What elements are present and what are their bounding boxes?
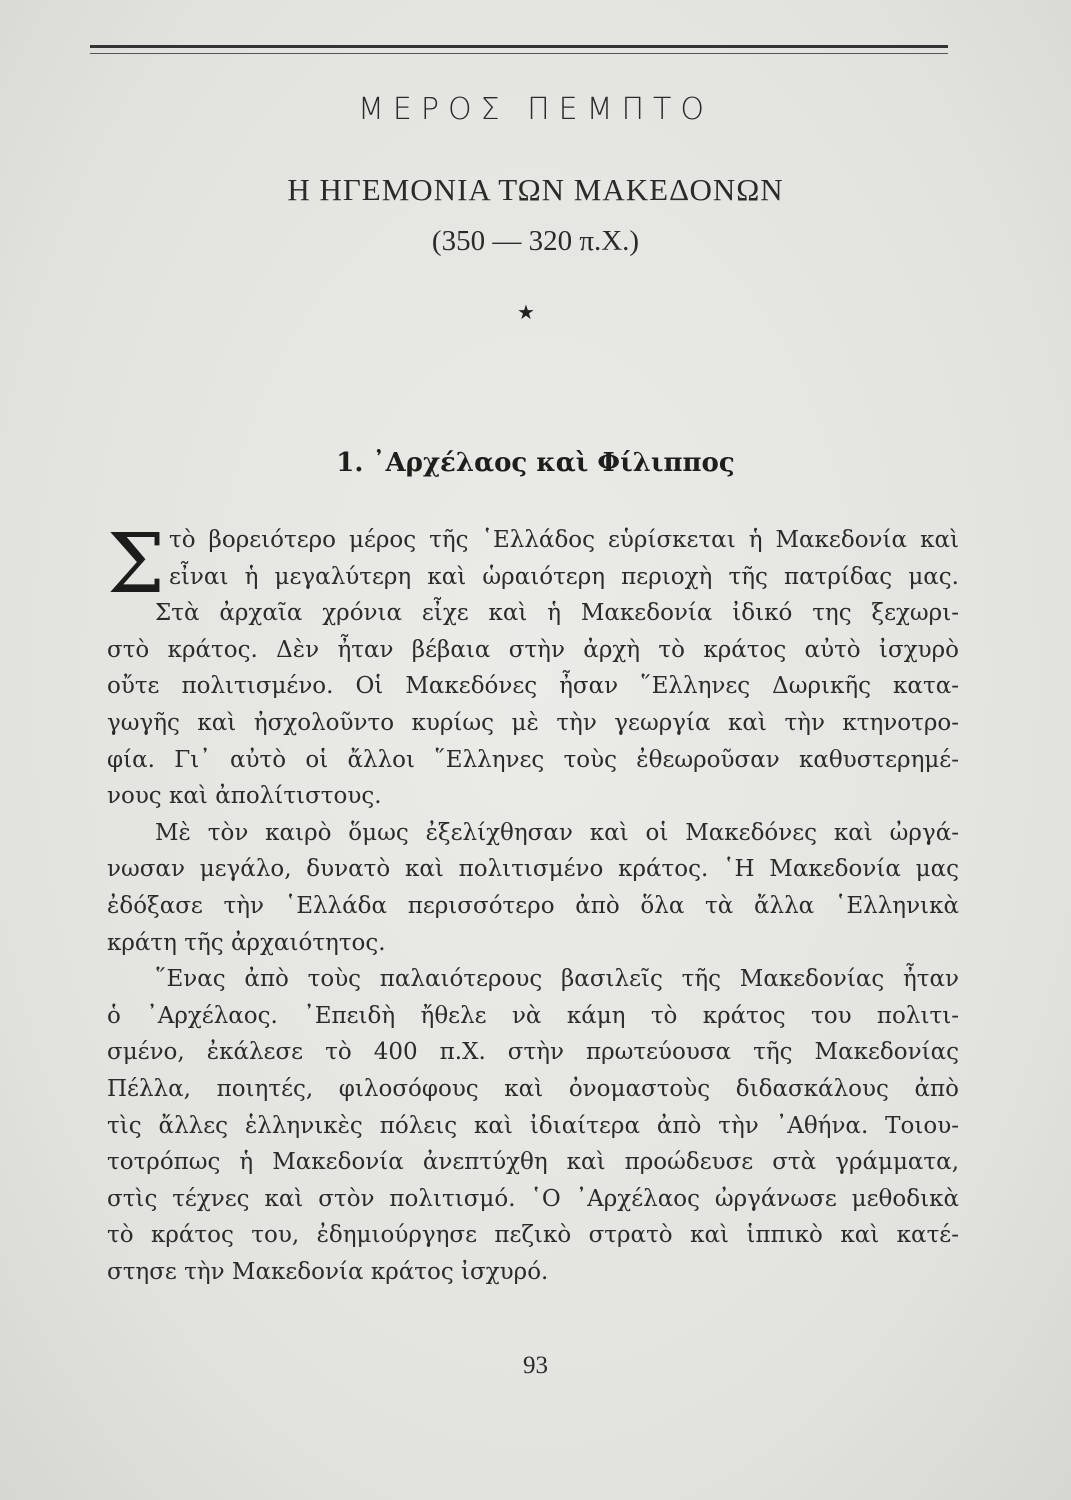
text-line: Πέλλα, ποιητές, φιλοσόφους καὶ ὀνομαστοὺς διδασκάλους ἀπὸ	[107, 1075, 959, 1102]
top-rule-thin	[90, 53, 948, 54]
text-line: τὸ βορειότερο μέρος τῆς ῾Ελλάδος εὑρίσκεται ἡ Μακεδονία καὶ	[169, 527, 959, 553]
text-line: νους καὶ ἀπολίτιστους.	[107, 783, 382, 810]
text-line: νωσαν μεγάλο, δυνατὸ καὶ πολιτισμένο κράτος. ῾Η Μακεδονία μας	[107, 856, 959, 883]
date-range: (350 — 320 π.Χ.)	[431, 225, 640, 257]
text-line: ῞Ενας ἀπὸ τοὺς παλαιότερους βασιλεῖς τῆς Μακεδονίας ἦταν	[155, 966, 959, 993]
text-line: Στὰ ἀρχαῖα χρόνια εἶχε καὶ ἡ Μακεδονία ἰδικό της ξεχωρι-	[155, 600, 959, 627]
chapter-subtitle: Η ΗΓΕΜΟΝΙΑ ΤΩΝ ΜΑΚΕΔΟΝΩΝ	[287, 172, 784, 207]
body-text	[107, 517, 959, 1290]
text-line: ἐδόξασε τὴν ῾Ελλάδα περισσότερο ἀπὸ ὅλα τὰ ἄλλα ῾Ελληνικὰ	[107, 892, 959, 919]
text-line: στὶς τέχνες καὶ στὸν πολιτισμό. ῾Ο ᾽Αρχέλαος ὠργάνωσε μεθοδικὰ	[107, 1185, 959, 1212]
text-line: στὸ κράτος. Δὲν ἦταν βέβαια στὴν ἀρχὴ τὸ κράτος αὐτὸ ἰσχυρὸ	[107, 636, 959, 663]
text-line: τὸ κράτος του, ἐδημιούργησε πεζικὸ στρατὸ καὶ ἱππικὸ καὶ κατέ-	[107, 1222, 959, 1249]
text-line: φία. Γι᾽ αὐτὸ οἱ ἄλλοι ῞Ελληνες τοὺς ἐθεωροῦσαν καθυστερημέ-	[107, 746, 959, 773]
text-line: εἶναι ἡ μεγαλύτερη καὶ ὡραιότερη περιοχὴ τῆς πατρίδας μας.	[169, 563, 959, 590]
text-line: γωγῆς καὶ ἠσχολοῦντο κυρίως μὲ τὴν γεωργία καὶ τὴν κτηνοτρο-	[107, 709, 959, 736]
section-heading: 1. ᾽Αρχέλαος καὶ Φίλιππος	[336, 448, 735, 478]
page-number: 93	[523, 1352, 548, 1379]
text-line: στησε τὴν Μακεδονία κράτος ἰσχυρό.	[107, 1258, 549, 1285]
text-line: τὶς ἄλλες ἑλληνικὲς πόλεις καὶ ἰδιαίτερα ἀπὸ τὴν ᾽Αθήνα. Τοιου-	[107, 1112, 959, 1139]
top-rule	[90, 45, 948, 48]
text-line: Μὲ τὸν καιρὸ ὅμως ἐξελίχθησαν καὶ οἱ Μακεδόνες καὶ ὠργά-	[155, 819, 959, 846]
text-line: κράτη τῆς ἀρχαιότητος.	[107, 929, 386, 956]
text-line: τοτρόπως ἡ Μακεδονία ἀνεπτύχθη καὶ προώδευσε στὰ γράμματα,	[107, 1149, 959, 1176]
drop-cap: Σ	[107, 517, 165, 612]
part-title: ΜΕΡΟΣ ΠΕΜΠΤΟ	[358, 92, 713, 127]
star-ornament-icon: ★	[517, 300, 535, 324]
text-line: σμένο, ἐκάλεσε τὸ 400 π.Χ. στὴν πρωτεύουσα τῆς Μακεδονίας	[107, 1039, 959, 1066]
text-line: ὁ ᾽Αρχέλαος. ᾽Επειδὴ ἤθελε νὰ κάμη τὸ κράτος του πολιτι-	[107, 1002, 959, 1029]
text-line: οὔτε πολιτισμένο. Οἱ Μακεδόνες ἦσαν ῞Ελληνες Δωρικῆς κατα-	[107, 673, 959, 700]
